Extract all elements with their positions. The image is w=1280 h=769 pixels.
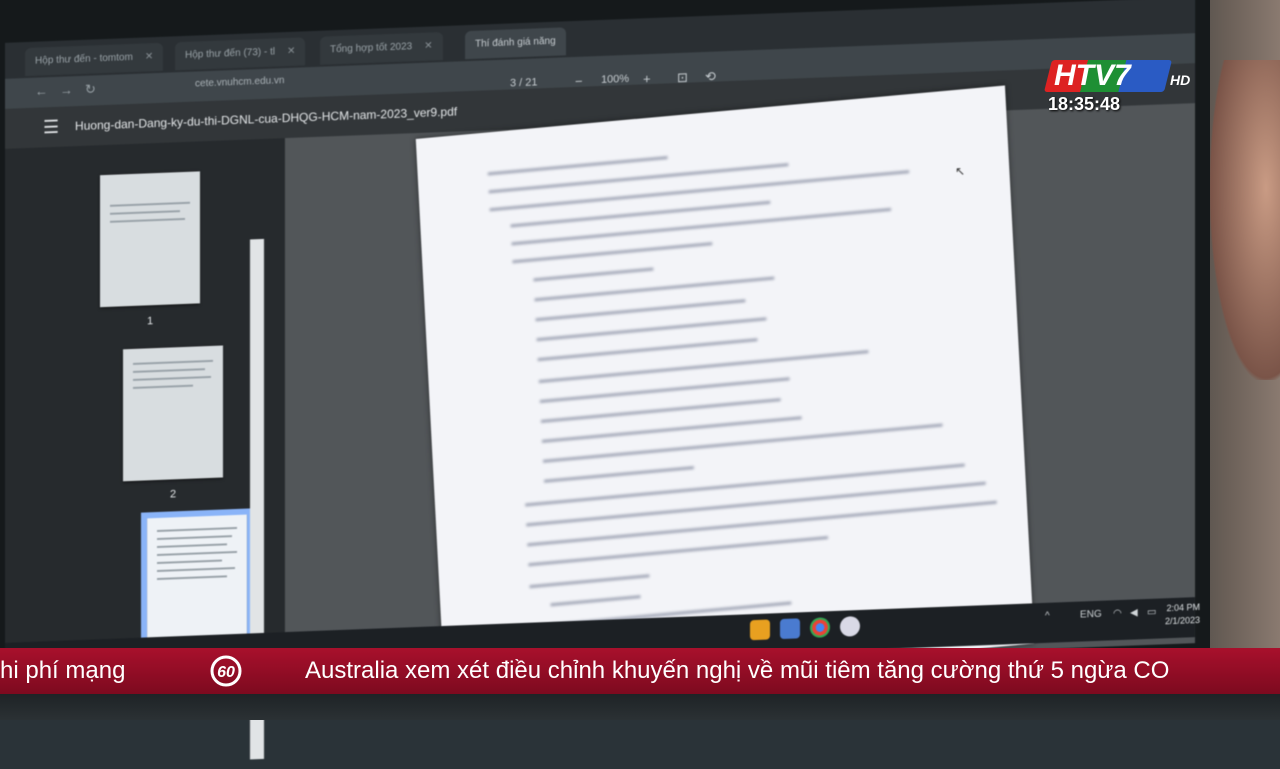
menu-icon[interactable]: ☰ (43, 116, 60, 138)
forward-icon[interactable]: → (60, 82, 73, 98)
store-icon[interactable] (780, 618, 800, 639)
mouse-cursor-icon: ↖ (955, 163, 966, 179)
tab-label: Tổng hợp tốt 2023 (330, 41, 413, 56)
thumbnail-page-number: 1 (147, 315, 154, 328)
tab-label: Hộp thư đến - tomtom (35, 51, 133, 67)
taskbar-date: 2/1/2023 (1165, 614, 1201, 627)
tab-label: Thí đánh giá năng (475, 35, 556, 50)
channel-clock: 18:35:48 (1048, 94, 1121, 114)
volume-icon[interactable]: ◀ (1130, 607, 1138, 619)
app-icon[interactable] (840, 616, 860, 637)
battery-icon[interactable]: ▭ (1147, 606, 1157, 618)
laptop-screen (5, 0, 1201, 683)
news-ticker (0, 648, 1280, 694)
thumbnail-sidebar (5, 138, 285, 689)
zoom-out-icon[interactable]: − (575, 73, 583, 89)
browser-tab[interactable] (320, 32, 443, 65)
wifi-icon[interactable]: ◠ (1113, 607, 1122, 620)
close-icon[interactable]: ✕ (144, 51, 154, 63)
url-field[interactable]: cete.vnuhcm.edu.vn (195, 75, 285, 90)
page-thumbnail[interactable] (100, 171, 200, 307)
rotate-icon[interactable]: ⟲ (705, 68, 716, 84)
page-thumbnail[interactable] (123, 345, 223, 481)
ticker-previous-text: hi phí mạng (0, 657, 126, 684)
ticker-bottom-strip (0, 694, 1280, 720)
file-explorer-icon[interactable] (750, 619, 770, 640)
person-face (1210, 60, 1280, 380)
channel-60-logo-icon (196, 654, 256, 688)
tray-arrow-icon[interactable]: ^ (1045, 610, 1050, 622)
chrome-icon[interactable] (810, 617, 830, 638)
hd-badge: HD (1170, 72, 1191, 88)
taskbar-clock[interactable] (1165, 601, 1200, 628)
taskbar-time: 2:04 PM (1166, 601, 1201, 614)
svg-text:60: 60 (217, 664, 235, 681)
language-indicator[interactable]: ENG (1080, 608, 1102, 621)
channel-bug (1048, 58, 1198, 118)
page-indicator[interactable]: 3 / 21 (510, 76, 538, 90)
close-icon[interactable]: ✕ (424, 40, 433, 52)
browser-tab[interactable] (175, 37, 305, 70)
browser-tab-active[interactable] (465, 27, 566, 59)
close-icon[interactable]: ✕ (287, 45, 296, 58)
thumbnail-page-number: 2 (170, 488, 177, 501)
back-icon[interactable]: ← (35, 83, 48, 99)
zoom-in-icon[interactable]: + (643, 71, 651, 87)
zoom-level[interactable]: 100% (601, 72, 630, 86)
browser-tab[interactable] (25, 43, 163, 76)
channel-logo: HTV7 (1054, 59, 1131, 92)
pdf-file-name: Huong-dan-Dang-ky-du-thi-DGNL-cua-DHQG-HCM-nam-2023_ver9.pdf (75, 104, 458, 134)
fit-page-icon[interactable]: ⊡ (677, 69, 688, 86)
page-thumbnail-selected[interactable] (147, 515, 247, 651)
ticker-headline: Australia xem xét điều chỉnh khuyến nghị về mũi tiêm tăng cường thứ 5 ngừa CO (305, 657, 1170, 684)
tab-label: Hộp thư đến (73) - tl (185, 46, 276, 61)
document-area (285, 103, 1195, 678)
reload-icon[interactable]: ↻ (85, 81, 96, 97)
pdf-page (416, 85, 1034, 697)
